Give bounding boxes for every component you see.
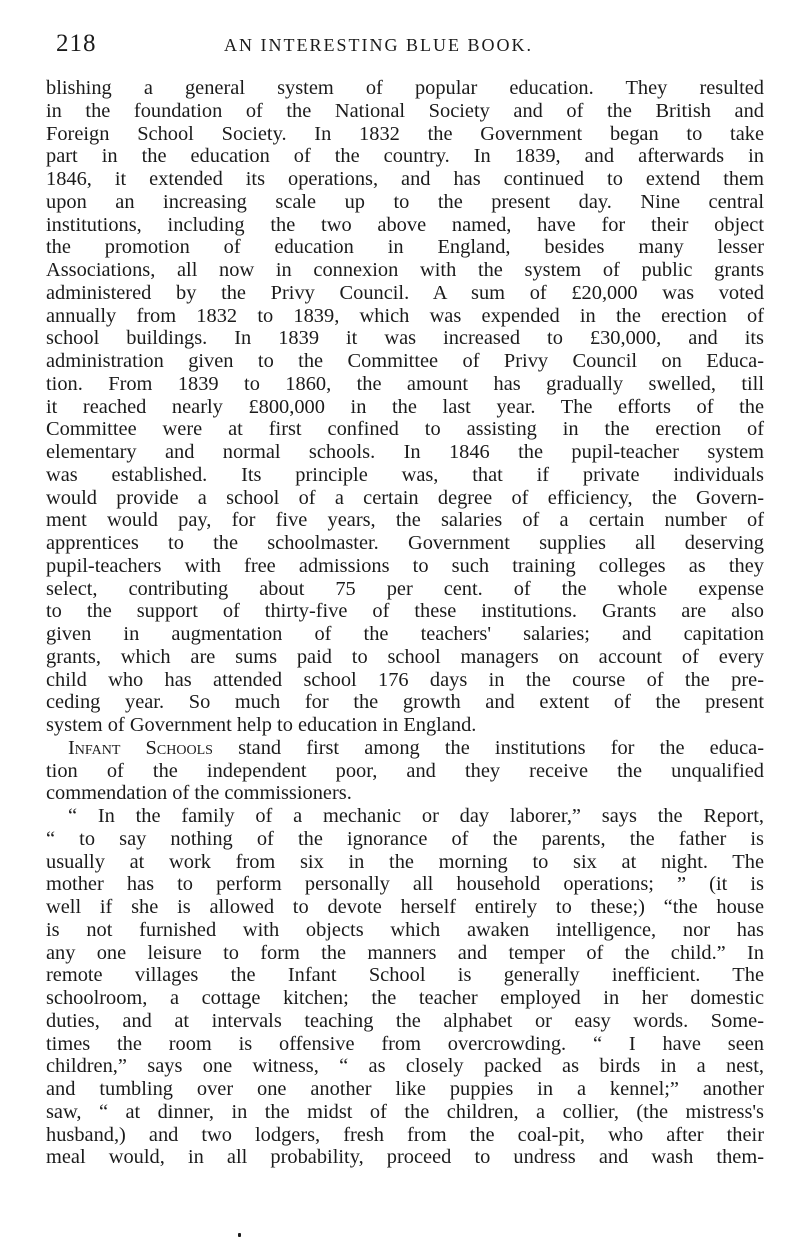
text-line: child who has attended school 176 days in the course of the pre- bbox=[46, 668, 764, 691]
text-line: annually from 1832 to 1839, which was expended in the erection of bbox=[46, 304, 764, 327]
text-line: meal would, in all probability, proceed to undress and wash them- bbox=[46, 1146, 764, 1169]
text-line: school buildings. In 1839 it was increased to £30,000, and its bbox=[46, 327, 764, 350]
text-line: to the support of thirty-five of these institutions. Grants are also bbox=[46, 600, 764, 623]
printer-mark bbox=[238, 1233, 241, 1237]
text-line: mother has to perform personally all household operations; ” (it is bbox=[46, 873, 764, 896]
paragraph-start-line bbox=[46, 737, 764, 760]
text-line: tion. From 1839 to 1860, the amount has gradually swelled, till bbox=[46, 372, 764, 395]
text-line: Associations, all now in connexion with the system of public grants bbox=[46, 259, 764, 281]
small-caps-lead: Infant Schools bbox=[68, 736, 213, 759]
paragraph-start-line: “ In the family of a mechanic or day laborer,” says the Report, bbox=[68, 805, 764, 827]
text-line: husband,) and two lodgers, fresh from the coal-pit, who after their bbox=[46, 1123, 764, 1146]
text-line: upon an increasing scale up to the present day. Nine central bbox=[46, 190, 764, 213]
text-line: the promotion of education in England, besides many lesser bbox=[46, 236, 764, 259]
text-line: Committee were at first confined to assisting in the erection of bbox=[46, 418, 764, 441]
text-line: saw, “ at dinner, in the midst of the children, a collier, (the mistress's bbox=[46, 1100, 764, 1123]
text-line: pupil-teachers with free admissions to such training colleges as they bbox=[46, 554, 764, 577]
text-line: Foreign School Society. In 1832 the Government began to take bbox=[46, 122, 764, 145]
text-line: well if she is allowed to devote herself entirely to these;) “the house bbox=[46, 896, 764, 918]
text-line: select, contributing about 75 per cent. of the whole expense bbox=[46, 577, 764, 600]
text-line: blishing a general system of popular education. They resulted bbox=[46, 77, 764, 99]
text-line: system of Government help to education in England. bbox=[46, 714, 477, 736]
text-line: 1846, it extended its operations, and has continued to extend them bbox=[46, 168, 764, 190]
text-line: administration given to the Committee of Privy Council on Educa- bbox=[46, 350, 764, 372]
text-line: in the foundation of the National Society and of the British and bbox=[46, 99, 764, 122]
text-line: administered by the Privy Council. A sum of £20,000 was voted bbox=[46, 281, 764, 304]
text-line: would provide a school of a certain degree of efficiency, the Govern- bbox=[46, 486, 764, 509]
text-line: commendation of the commissioners. bbox=[46, 782, 352, 805]
text-line: part in the education of the country. In 1839, and afterwards in bbox=[46, 145, 764, 168]
text-line: children,” says one witness, “ as closely packed as birds in a nest, bbox=[46, 1055, 764, 1078]
text-line: apprentices to the schoolmaster. Government supplies all deserving bbox=[46, 532, 764, 554]
text-line: grants, which are sums paid to school managers on account of every bbox=[46, 645, 764, 668]
text-line: any one leisure to form the manners and temper of the child.” In bbox=[46, 941, 764, 964]
page-number: 218 bbox=[56, 30, 97, 57]
text-line: and tumbling over one another like puppies in a kennel;” another bbox=[46, 1078, 764, 1100]
text-line: tion of the independent poor, and they receive the unqualified bbox=[46, 759, 764, 782]
text-line: ment would pay, for five years, the salaries of a certain number of bbox=[46, 509, 764, 532]
text-line: ceding year. So much for the growth and extent of the present bbox=[46, 691, 764, 714]
text-line: schoolroom, a cottage kitchen; the teacher employed in her domestic bbox=[46, 987, 764, 1009]
text-line: institutions, including the two above named, have for their object bbox=[46, 213, 764, 236]
text-line: “ to say nothing of the ignorance of the parents, the father is bbox=[46, 827, 764, 850]
text-line: was established. Its principle was, that if private individuals bbox=[46, 463, 764, 486]
text-line: remote villages the Infant School is generally inefficient. The bbox=[46, 964, 764, 987]
text-line: usually at work from six in the morning to six at night. The bbox=[46, 850, 764, 873]
text-line: times the room is offensive from overcrowding. “ I have seen bbox=[46, 1032, 764, 1055]
text-line: it reached nearly £800,000 in the last year. The efforts of the bbox=[46, 395, 764, 418]
text-line: is not furnished with objects which awaken intelligence, nor has bbox=[46, 918, 764, 941]
running-title: AN INTERESTING BLUE BOOK. bbox=[224, 35, 533, 55]
running-header bbox=[48, 30, 748, 66]
body-text bbox=[46, 77, 764, 1169]
text-line: elementary and normal schools. In 1846 the pupil-teacher system bbox=[46, 441, 764, 463]
text-line: duties, and at intervals teaching the alphabet or easy words. Some- bbox=[46, 1009, 764, 1032]
text-line: given in augmentation of the teachers' salaries; and capitation bbox=[46, 623, 764, 645]
text-line-remainder: stand first among the institutions for the educa- bbox=[238, 736, 764, 759]
